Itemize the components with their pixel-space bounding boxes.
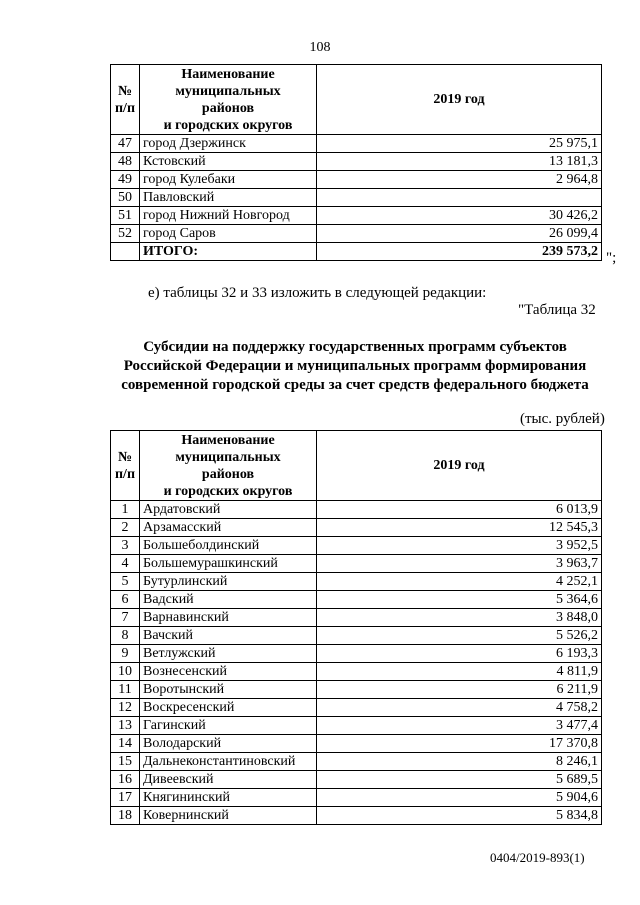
- row-name: Ветлужский: [140, 645, 317, 663]
- row-number: 13: [111, 717, 140, 735]
- total-label: ИТОГО:: [140, 243, 317, 261]
- row-name: Бутурлинский: [140, 573, 317, 591]
- row-number: 49: [111, 171, 140, 189]
- table-row: [111, 501, 602, 519]
- row-name: Гагинский: [140, 717, 317, 735]
- intro-text: е) таблицы 32 и 33 изложить в следующей редакции:: [148, 285, 487, 301]
- row-value: 6 013,9: [317, 501, 602, 519]
- row-name: Дальнеконстантиновский: [140, 753, 317, 771]
- row-name: Павловский: [140, 189, 317, 207]
- row-value: 6 211,9: [317, 681, 602, 699]
- header-name: Наименование муниципальных районов и городских округов: [140, 431, 317, 501]
- header-num: № п/п: [111, 431, 140, 501]
- row-number: 1: [111, 501, 140, 519]
- row-value: 13 181,3: [317, 153, 602, 171]
- table-32: [110, 430, 602, 825]
- row-value: 3 477,4: [317, 717, 602, 735]
- table-row: [111, 189, 602, 207]
- header-year: 2019 год: [317, 431, 602, 501]
- table-row: [111, 519, 602, 537]
- row-number: 47: [111, 135, 140, 153]
- row-value: 30 426,2: [317, 207, 602, 225]
- document-code: 0404/2019-893(1): [490, 850, 585, 865]
- row-name: Варнавинский: [140, 609, 317, 627]
- row-name: город Дзержинск: [140, 135, 317, 153]
- row-number: 6: [111, 591, 140, 609]
- row-value: 5 834,8: [317, 807, 602, 825]
- total-value: 239 573,2: [317, 243, 602, 261]
- table-row: [111, 135, 602, 153]
- row-number: 9: [111, 645, 140, 663]
- row-value: 5 689,5: [317, 771, 602, 789]
- table-row: [111, 555, 602, 573]
- row-name: Вознесенский: [140, 663, 317, 681]
- table-row: [111, 171, 602, 189]
- header-name: Наименование муниципальных районов и городских округов: [140, 65, 317, 135]
- row-number: 17: [111, 789, 140, 807]
- header-year: 2019 год: [317, 65, 602, 135]
- row-value: 2 964,8: [317, 171, 602, 189]
- row-number: 12: [111, 699, 140, 717]
- row-value: 4 758,2: [317, 699, 602, 717]
- row-number: 5: [111, 573, 140, 591]
- table-row: [111, 627, 602, 645]
- row-name: Воротынский: [140, 681, 317, 699]
- table-row: [111, 735, 602, 753]
- row-value: 17 370,8: [317, 735, 602, 753]
- table-row: [111, 681, 602, 699]
- row-number: 3: [111, 537, 140, 555]
- row-number: 16: [111, 771, 140, 789]
- row-number: 18: [111, 807, 140, 825]
- table-row: [111, 207, 602, 225]
- row-number: 15: [111, 753, 140, 771]
- total-num: [111, 243, 140, 261]
- table-reference: "Таблица 32: [518, 302, 596, 318]
- table-row: [111, 771, 602, 789]
- row-name: Княгининский: [140, 789, 317, 807]
- row-name: Ардатовский: [140, 501, 317, 519]
- table-row: [111, 645, 602, 663]
- row-value: 5 904,6: [317, 789, 602, 807]
- row-name: Ковернинский: [140, 807, 317, 825]
- row-value: 4 811,9: [317, 663, 602, 681]
- row-value: [317, 189, 602, 207]
- table-row: [111, 573, 602, 591]
- row-value: 4 252,1: [317, 573, 602, 591]
- row-number: 4: [111, 555, 140, 573]
- row-number: 52: [111, 225, 140, 243]
- row-number: 50: [111, 189, 140, 207]
- table-row: [111, 153, 602, 171]
- row-value: 5 526,2: [317, 627, 602, 645]
- row-value: 26 099,4: [317, 225, 602, 243]
- row-number: 48: [111, 153, 140, 171]
- section-heading: Субсидии на поддержку государственных программ субъектов Российской Федерации и муниципальных программ формирования современной городской среды за счет средств федерального бюджета: [121, 339, 589, 393]
- row-value: 3 848,0: [317, 609, 602, 627]
- row-value: 3 963,7: [317, 555, 602, 573]
- row-name: Воскресенский: [140, 699, 317, 717]
- row-name: город Кулебаки: [140, 171, 317, 189]
- row-number: 2: [111, 519, 140, 537]
- row-value: 5 364,6: [317, 591, 602, 609]
- row-number: 11: [111, 681, 140, 699]
- row-name: Дивеевский: [140, 771, 317, 789]
- row-name: Вачский: [140, 627, 317, 645]
- table-row: [111, 753, 602, 771]
- table-row: [111, 609, 602, 627]
- table-row: [111, 807, 602, 825]
- closing-quote: ";: [606, 250, 617, 266]
- units-label: (тыс. рублей): [520, 411, 605, 427]
- row-name: Кстовский: [140, 153, 317, 171]
- table-row: [111, 789, 602, 807]
- row-number: 14: [111, 735, 140, 753]
- row-number: 10: [111, 663, 140, 681]
- row-name: Арзамасский: [140, 519, 317, 537]
- row-name: город Саров: [140, 225, 317, 243]
- row-number: 7: [111, 609, 140, 627]
- table-row: [111, 663, 602, 681]
- row-number: 51: [111, 207, 140, 225]
- row-name: город Нижний Новгород: [140, 207, 317, 225]
- table-row: [111, 537, 602, 555]
- row-name: Вадский: [140, 591, 317, 609]
- row-name: Большемурашкинский: [140, 555, 317, 573]
- row-number: 8: [111, 627, 140, 645]
- row-value: 25 975,1: [317, 135, 602, 153]
- row-value: 12 545,3: [317, 519, 602, 537]
- row-value: 6 193,3: [317, 645, 602, 663]
- row-value: 8 246,1: [317, 753, 602, 771]
- header-num: № п/п: [111, 65, 140, 135]
- table-previous: [110, 64, 602, 261]
- table-row: [111, 699, 602, 717]
- table-row: [111, 591, 602, 609]
- row-name: Володарский: [140, 735, 317, 753]
- table-row: [111, 717, 602, 735]
- page-number: 108: [309, 40, 331, 55]
- row-value: 3 952,5: [317, 537, 602, 555]
- table-row: [111, 225, 602, 243]
- row-name: Большеболдинский: [140, 537, 317, 555]
